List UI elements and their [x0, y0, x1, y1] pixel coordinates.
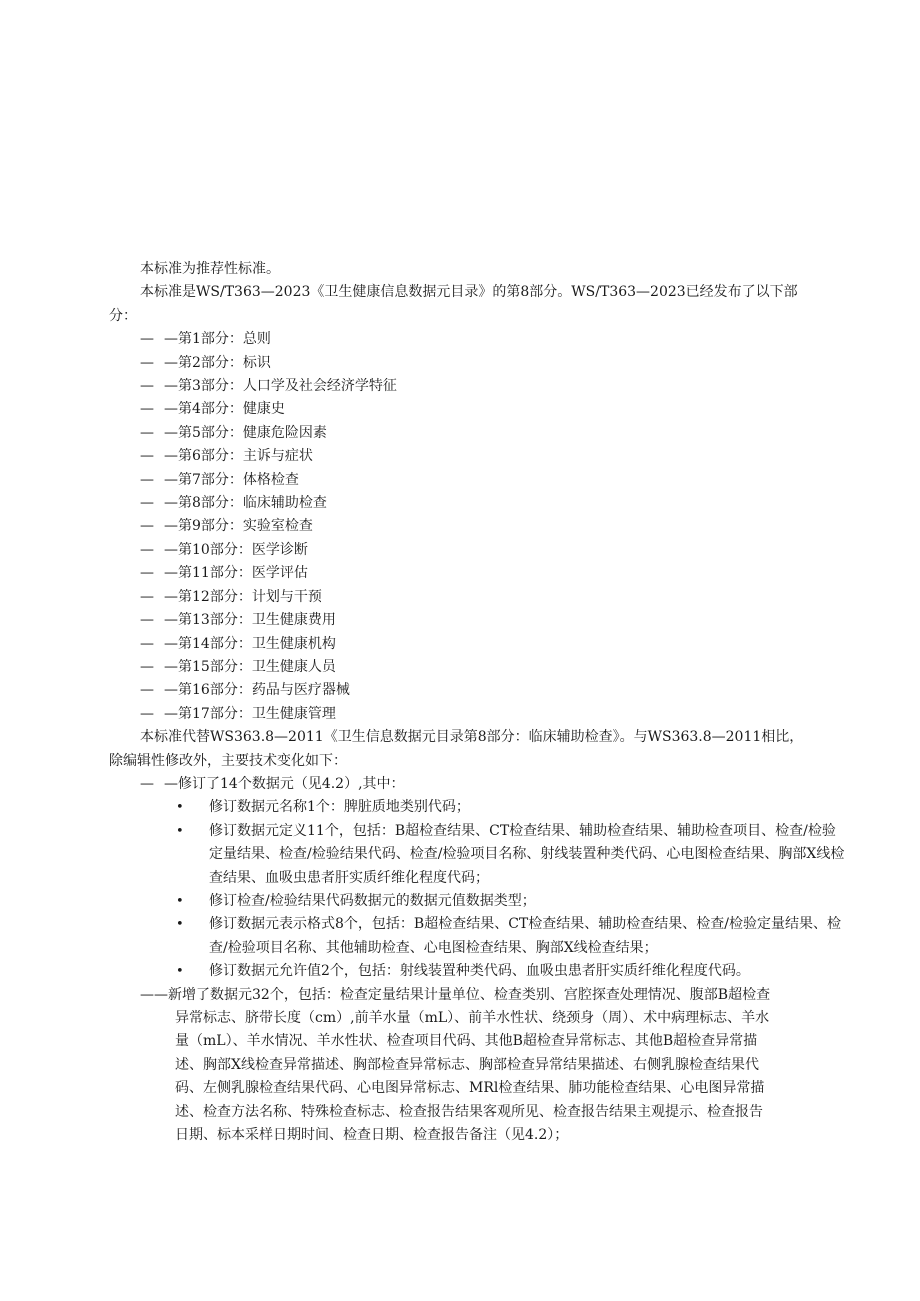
- list-item: — —第11部分：医学评估: [140, 565, 308, 582]
- bullet-icon: •: [176, 823, 184, 839]
- list-item: — —第17部分：卫生健康管理: [140, 705, 336, 722]
- added-line: 日期、标本采样日期时间、检查日期、检查报告备注（见4.2）；: [175, 1127, 569, 1144]
- list-item: — —第8部分：临床辅助检查: [140, 495, 327, 512]
- bullet-item: • 修订数据元允许值2个，包括：射线装置种类代码、血吸虫患者肝实质纤维化程度代码。: [0, 960, 920, 983]
- document-page: [0, 258, 920, 1147]
- list-item: — —第7部分：体格检查: [140, 471, 299, 488]
- bullet-item: • 修订数据元名称1个：脾脏质地类别代码；: [0, 796, 920, 819]
- bullet-icon: •: [176, 964, 184, 980]
- revision-bullets: [0, 796, 920, 983]
- intro-line-2-cont: 分：: [109, 307, 137, 324]
- parts-list: [0, 328, 920, 726]
- added-section: [0, 984, 920, 1148]
- added-line: 述、胸部X线检查异常描述、胸部检查异常标志、胸部检查异常结果描述、右侧乳腺检查结果代: [175, 1056, 759, 1073]
- bullet-item: • 修订检查/检验结果代码数据元的数据元值数据类型；: [0, 890, 920, 913]
- list-item: — —第2部分：标识: [140, 354, 271, 371]
- added-first-line: ——新增了数据元32个，包括：检查定量结果计量单位、检查类别、宫腔探查处理情况、腹部B超检查: [140, 986, 771, 1003]
- list-item: — —第4部分：健康史: [140, 401, 285, 418]
- replace-line-1: 本标准代替WS363.8—2011《卫生信息数据元目录第8部分：临床辅助检查》。与WS363.8—2011相比，: [140, 729, 804, 746]
- list-item: — —第14部分：卫生健康机构: [140, 635, 336, 652]
- bullet-icon: •: [176, 893, 184, 909]
- list-item: — —第16部分：药品与医疗器械: [140, 682, 350, 699]
- revised-heading: — —修订了14个数据元（见4.2）,其中：: [140, 775, 405, 792]
- added-line: 码、左侧乳腺检查结果代码、心电图异常标志、MRl检查结果、肺功能检查结果、心电图异常描: [175, 1080, 765, 1097]
- bullet-icon: •: [176, 800, 184, 816]
- bullet-item: • 修订数据元定义11个，包括：B超检查结果、CT检查结果、辅助检查结果、辅助检查项目、检查/检验定量结果、检查/检验结果代码、检查/检验项目名称、射线装置种类代码、心电图检查结果、胸部X线检查结果、血吸虫患者肝实质纤维化程度代码；: [0, 820, 920, 890]
- list-item: — —第13部分：卫生健康费用: [140, 612, 336, 629]
- added-line: 述、检查方法名称、特殊检查标志、检查报告结果客观所见、检查报告结果主观提示、检查报告: [175, 1103, 763, 1120]
- list-item: — —第9部分：实验室检查: [140, 518, 313, 535]
- bullet-item: • 修订数据元表示格式8个，包括：B超检查结果、CT检查结果、辅助检查结果、检查/检验定量结果、检查/检验项目名称、其他辅助检查、心电图检查结果、胸部X线检查结果；: [0, 913, 920, 960]
- added-line: 异常标志、脐带长度（cm）,前羊水量（mL）、前羊水性状、绕颈身（周）、术中病理标志、羊水: [175, 1010, 770, 1026]
- bullet-icon: •: [176, 917, 184, 933]
- intro-line-2: 本标准是WS/T363—2023《卫生健康信息数据元目录》的第8部分。WS/T363—2023已经发布了以下部: [140, 284, 798, 301]
- list-item: — —第1部分：总则: [140, 331, 271, 348]
- replace-line-2: 除编辑性修改外，主要技术变化如下：: [109, 752, 347, 769]
- list-item: — —第5部分：健康危险因素: [140, 424, 327, 441]
- list-item: — —第12部分：计划与干预: [140, 588, 322, 605]
- list-item: — —第15部分：卫生健康人员: [140, 658, 336, 675]
- added-line: 量（mL）、羊水情况、羊水性状、检查项目代码、其他B超检查异常标志、其他B超检查异常描: [175, 1033, 758, 1050]
- list-item: — —第3部分：人口学及社会经济学特征: [140, 378, 397, 395]
- list-item: — —第6部分：主诉与症状: [140, 448, 313, 465]
- list-item: — —第10部分：医学诊断: [140, 541, 308, 558]
- intro-line-1: 本标准为推荐性标准。: [140, 261, 280, 277]
